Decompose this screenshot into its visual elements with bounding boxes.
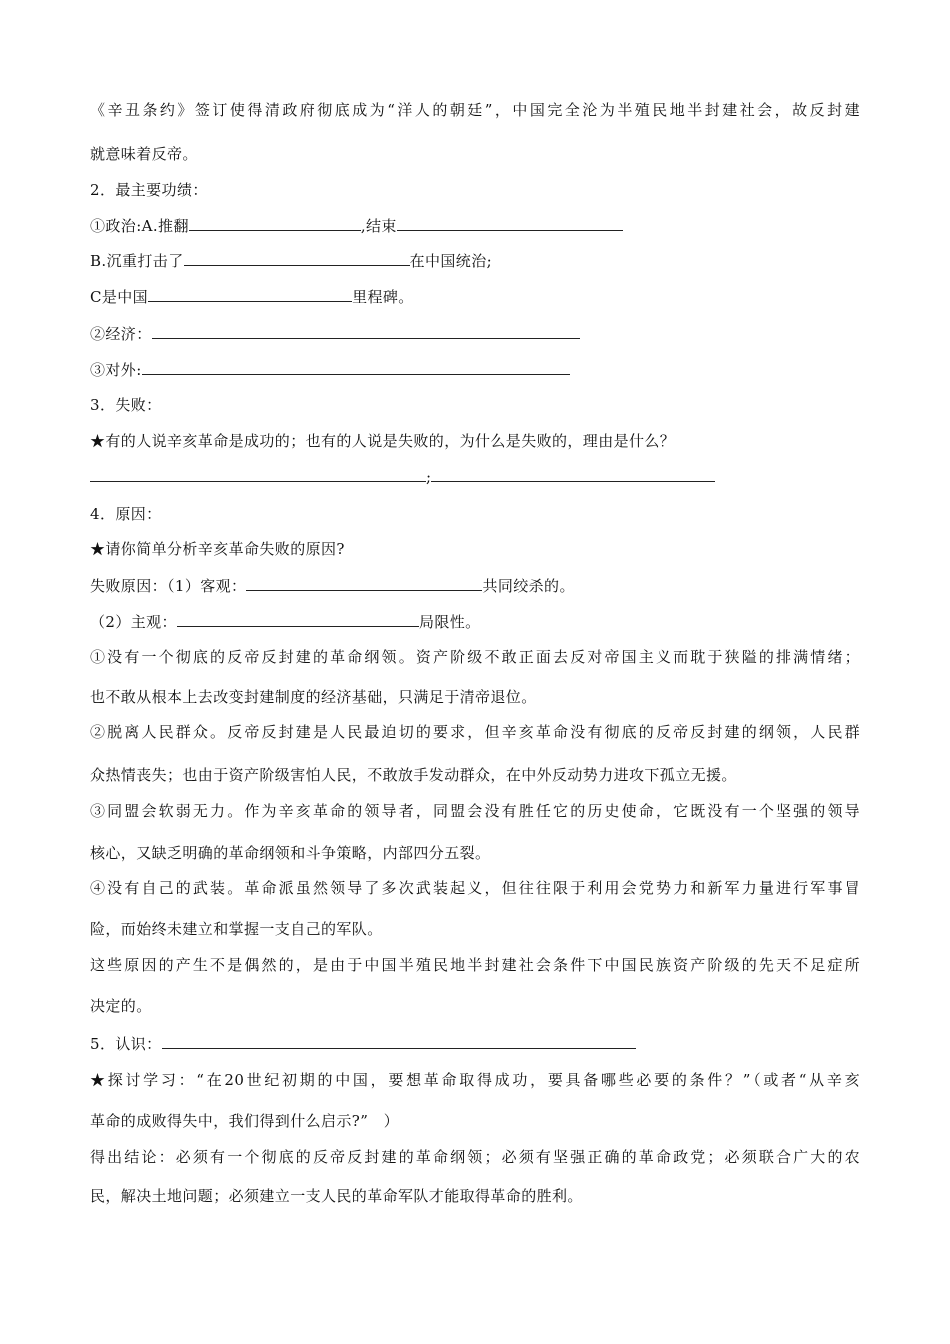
fill-line-politics-a — [90, 215, 623, 236]
text: （2）主观： — [90, 613, 177, 631]
text: ①政治:A.推翻 — [90, 217, 189, 235]
fill-line-economy — [90, 323, 580, 344]
text: B.沉重打击了 — [90, 252, 184, 270]
paragraph-line: 这些原因的产生不是偶然的，是由于中国半殖民地半封建社会条件下中国民族资产阶级的先天不足症所 — [90, 956, 860, 974]
paragraph-line: ★探讨学习：“在20世纪初期的中国，要想革命取得成功，要具备哪些必要的条件？”（或者“从辛亥 — [90, 1071, 860, 1089]
question: ★请你简单分析辛亥革命失败的原因? — [90, 540, 345, 558]
text: C是中国 — [90, 288, 149, 306]
answer-blank[interactable] — [397, 215, 623, 231]
paragraph-line: 得出结论：必须有一个彻底的反帝反封建的革命纲领；必须有坚强正确的革命政党；必须联合广大的农 — [90, 1148, 860, 1166]
fill-line-politics-b — [90, 250, 492, 271]
text: 局限性。 — [418, 613, 481, 631]
answer-blank[interactable] — [246, 575, 482, 591]
paragraph-line: 险，而始终未建立和掌握一支自己的军队。 — [90, 920, 383, 938]
answer-blank[interactable] — [177, 611, 419, 627]
section-heading: 4．原因： — [90, 505, 162, 523]
paragraph-line: 也不敢从根本上去改变封建制度的经济基础，只满足于清帝退位。 — [90, 688, 537, 706]
paragraph-line: ③同盟会软弱无力。作为辛亥革命的领导者，同盟会没有胜任它的历史使命，它既没有一个坚强的领导 — [90, 802, 860, 820]
answer-blank[interactable] — [90, 466, 426, 482]
section-heading: 2．最主要功绩： — [90, 181, 208, 199]
question: ★有的人说辛亥革命是成功的；也有的人说是失败的，为什么是失败的，理由是什么？ — [90, 432, 676, 450]
section-heading: 5．认识： — [90, 1035, 162, 1053]
paragraph-line: ②脱离人民群众。反帝反封建是人民最迫切的要求，但辛亥革命没有彻底的反帝反封建的纲领，人民群 — [90, 723, 860, 741]
text: ; — [426, 468, 432, 486]
section-heading: 3．失败： — [90, 396, 162, 414]
text: ③对外: — [90, 361, 142, 379]
text: ,结束 — [360, 217, 397, 235]
fill-line-politics-c — [90, 286, 414, 307]
answer-blank[interactable] — [189, 215, 361, 231]
answer-blank[interactable] — [162, 1033, 636, 1049]
text: 失败原因：（1）客观： — [90, 577, 247, 595]
fill-line-subjective — [90, 611, 481, 632]
fill-line-objective — [90, 575, 575, 596]
paragraph-line: 革命的成败得失中，我们得到什么启示?” ） — [90, 1112, 400, 1130]
fill-line-understanding — [90, 1033, 636, 1054]
text: 在中国统治; — [409, 252, 493, 270]
answer-blank[interactable] — [148, 286, 352, 302]
paragraph-line: ④没有自己的武装。革命派虽然领导了多次武装起义，但往往限于利用会党势力和新军力量进行军事冒 — [90, 879, 860, 897]
paragraph-line: 决定的。 — [90, 997, 152, 1015]
answer-blank[interactable] — [184, 250, 410, 266]
fill-line-foreign — [90, 359, 570, 380]
answer-blank[interactable] — [142, 359, 570, 375]
fill-line-failure-reasons — [90, 466, 715, 487]
paragraph-line: 《辛丑条约》签订使得清政府彻底成为“洋人的朝廷”，中国完全沦为半殖民地半封建社会，故反封建 — [90, 101, 860, 119]
answer-blank[interactable] — [152, 323, 580, 339]
paragraph-line: 民，解决土地问题；必须建立一支人民的革命军队才能取得革命的胜利。 — [90, 1187, 583, 1205]
text: 共同绞杀的。 — [482, 577, 575, 595]
paragraph-line: 就意味着反帝。 — [90, 145, 198, 163]
text: 里程碑。 — [352, 288, 414, 306]
paragraph-line: ①没有一个彻底的反帝反封建的革命纲领。资产阶级不敢正面去反对帝国主义而耽于狭隘的排满情绪； — [90, 648, 860, 666]
paragraph-line: 核心，又缺乏明确的革命纲领和斗争策略，内部四分五裂。 — [90, 844, 491, 862]
text: ②经济： — [90, 325, 152, 343]
answer-blank[interactable] — [431, 466, 715, 482]
paragraph-line: 众热情丧失；也由于资产阶级害怕人民，不敢放手发动群众，在中外反动势力进攻下孤立无援。 — [90, 766, 737, 784]
